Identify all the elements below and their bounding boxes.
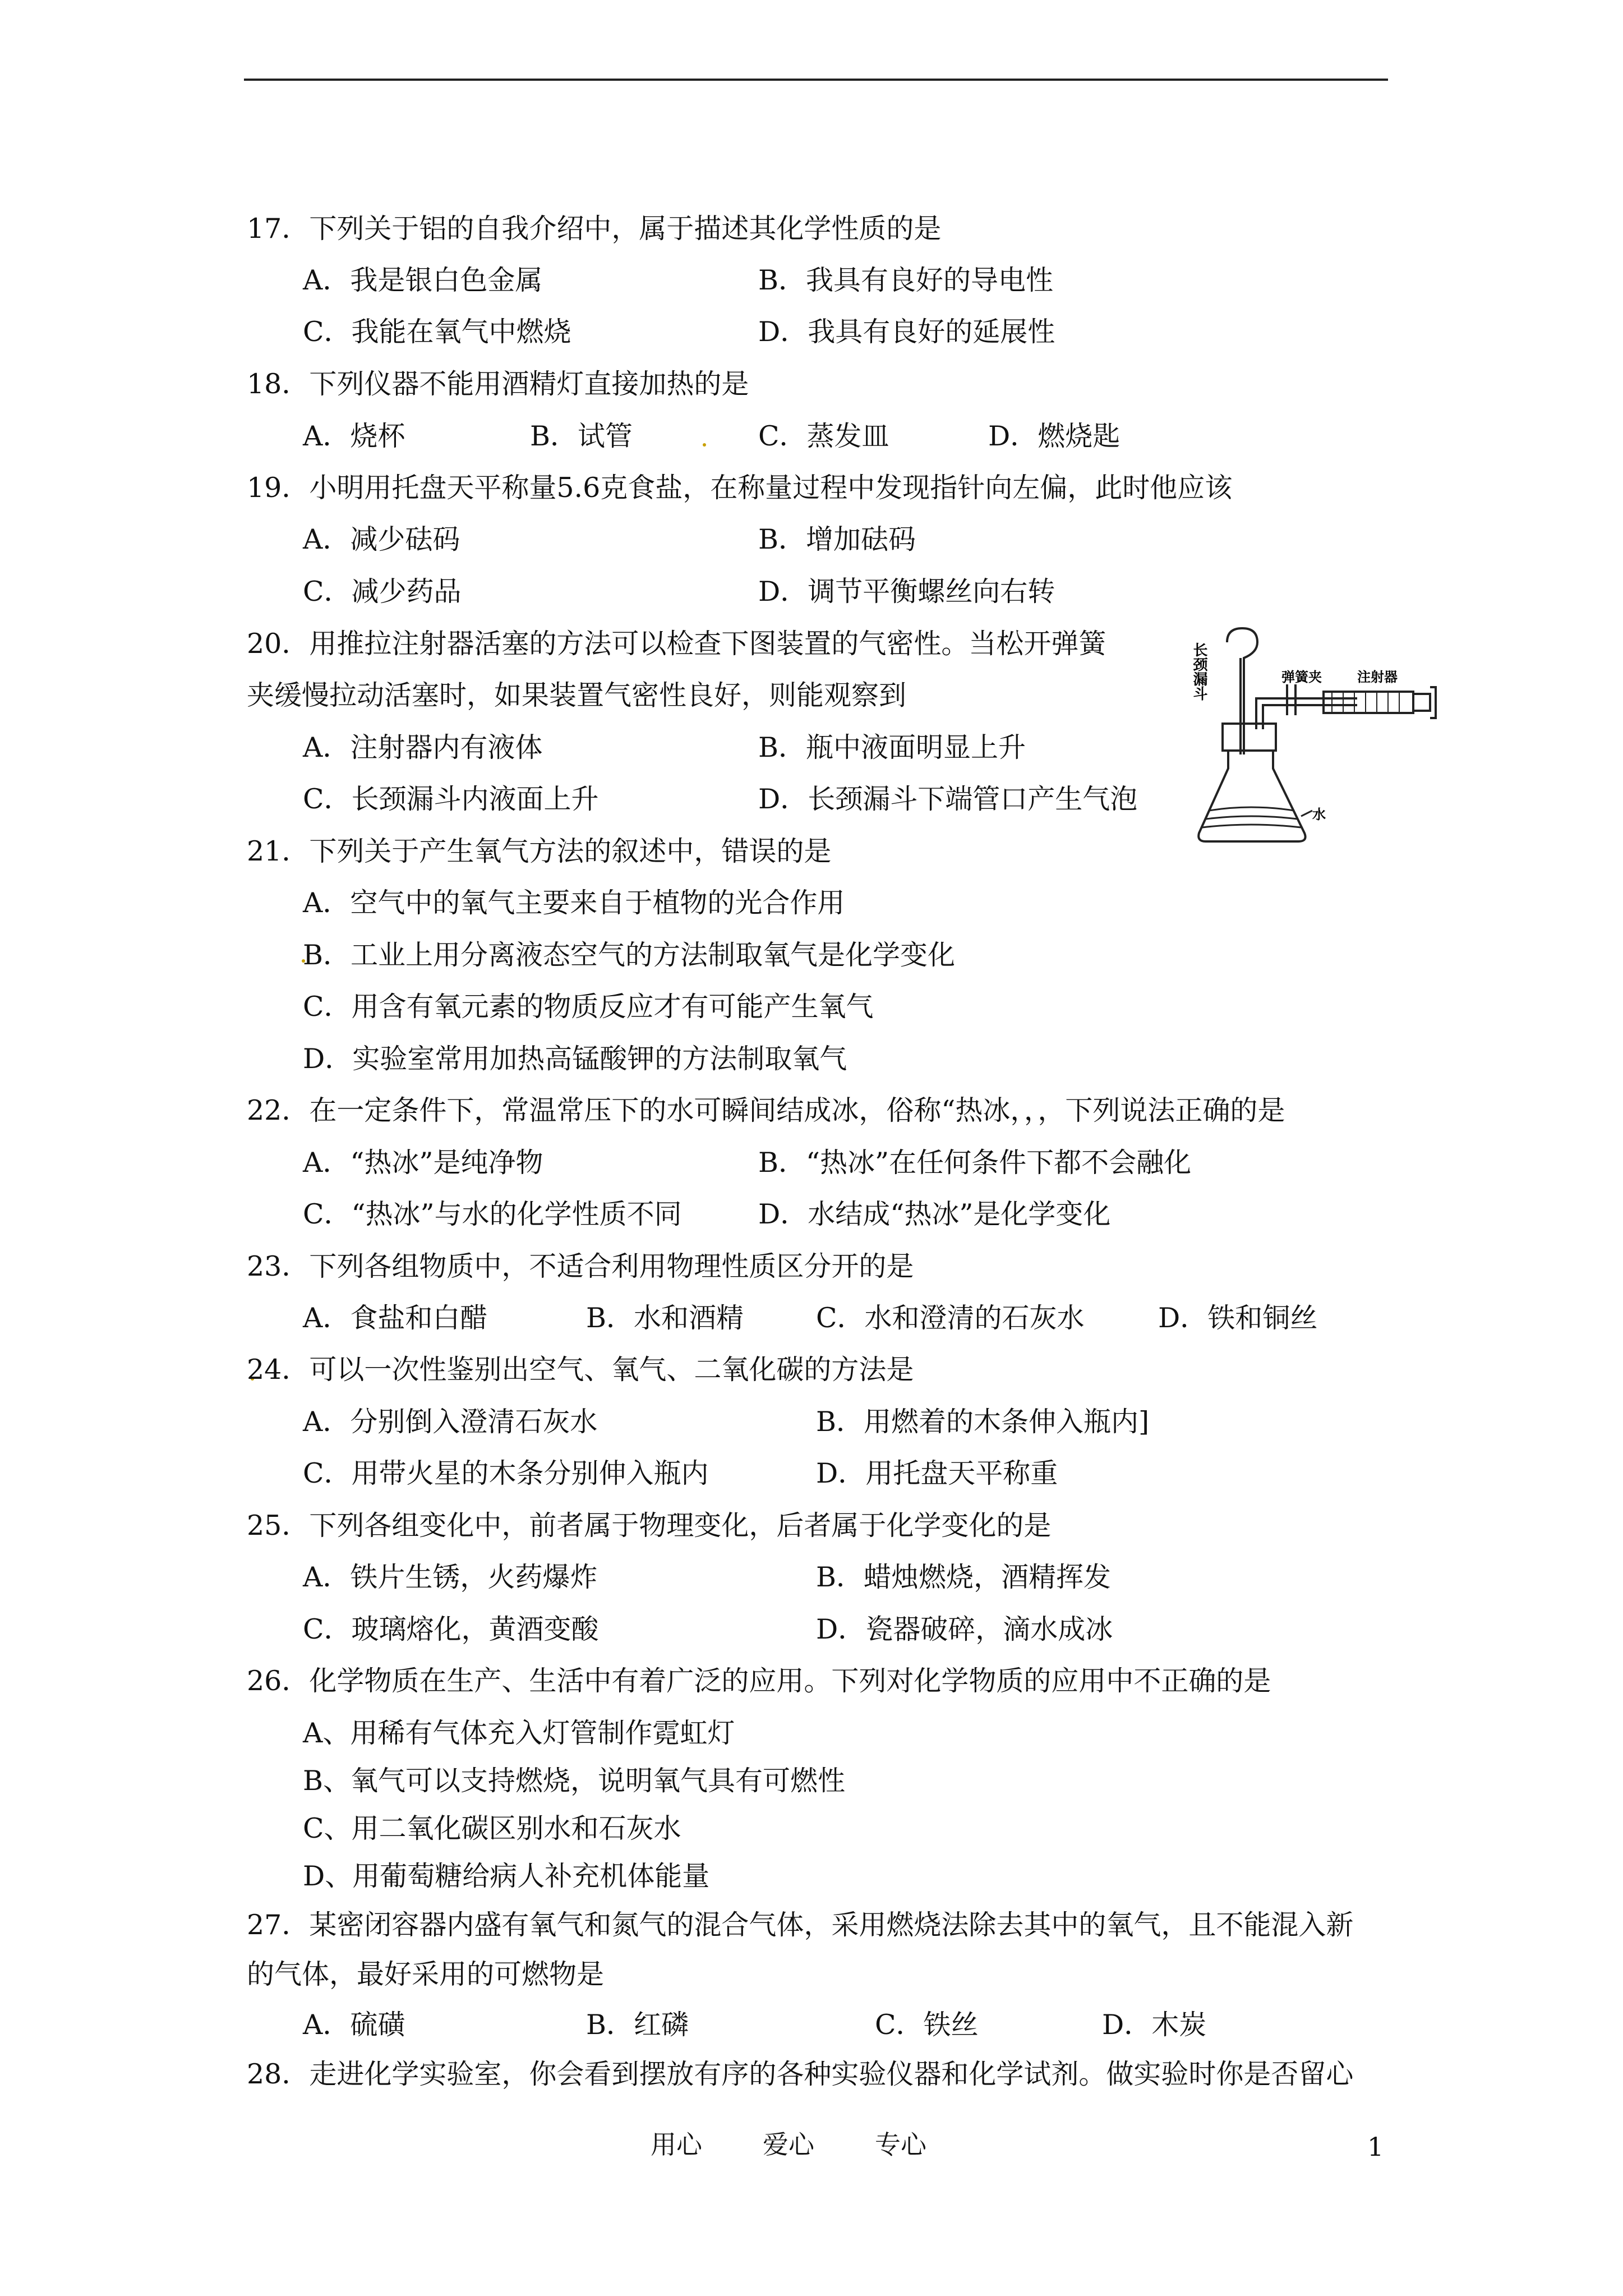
q22-option-a: A．“热冰”是纯净物	[303, 1147, 543, 1179]
footer-right: 专心	[875, 2129, 926, 2160]
water-label: 水	[1312, 807, 1326, 822]
q24-option-c: C．用带火星的木条分别伸入瓶内	[303, 1457, 709, 1489]
page-number: 1	[1367, 2132, 1384, 2162]
header-rule	[244, 79, 1388, 81]
q26-option-b: B、氧气可以支持燃烧，说明氧气具有可燃性	[303, 1765, 846, 1797]
q17-option-d: D．我具有良好的延展性	[758, 316, 1055, 348]
q26-option-a: A、用稀有气体充入灯管制作霓虹灯	[303, 1717, 735, 1749]
q18-option-a: A．烧杯	[303, 420, 405, 452]
question-21-stem: 21．下列关于产生氧气方法的叙述中，错误的是	[247, 835, 832, 867]
question-22-stem: 22．在一定条件下，常温常压下的水可瞬间结成冰，俗称“热冰，，，下列说法正确的是	[247, 1094, 1285, 1126]
question-25-stem: 25．下列各组变化中，前者属于物理变化，后者属于化学变化的是	[247, 1510, 1052, 1542]
q27-option-b: B．红磷	[586, 2009, 689, 2041]
q22-option-d: D．水结成“热冰”是化学变化	[758, 1198, 1111, 1230]
q18-option-d: D．燃烧匙	[988, 420, 1121, 452]
q23-option-d: D．铁和铜丝	[1158, 1302, 1318, 1334]
footer-left: 用心	[651, 2129, 702, 2160]
question-20-stem-line2: 夹缓慢拉动活塞时，如果装置气密性良好，则能观察到	[247, 679, 907, 711]
q27-option-a: A．硫磺	[303, 2009, 405, 2041]
q25-option-b: B．蜡烛燃烧，酒精挥发	[816, 1561, 1112, 1593]
q19-option-b: B．增加砝码	[758, 523, 916, 555]
footer-mid: 爱心	[763, 2129, 814, 2160]
q23-option-b: B．水和酒精	[586, 1302, 744, 1334]
question-17-stem: 17．下列关于铝的自我介绍中，属于描述其化学性质的是	[247, 213, 942, 245]
q25-option-c: C．玻璃熔化，黄酒变酸	[303, 1613, 599, 1645]
q19-option-c: C．减少药品	[303, 576, 462, 608]
question-27-stem-line2: 的气体，最好采用的可燃物是	[247, 1958, 605, 1990]
q19-option-d: D．调节平衡螺丝向右转	[758, 576, 1055, 608]
q19-option-a: A．减少砝码	[303, 523, 460, 555]
q17-option-b: B．我具有良好的导电性	[758, 264, 1054, 296]
q27-option-d: D．木炭	[1102, 2009, 1207, 2041]
q22-option-c: C．“热冰”与水的化学性质不同	[303, 1198, 682, 1230]
question-26-stem: 26．化学物质在生产、生活中有着广泛的应用。下列对化学物质的应用中不正确的是	[247, 1665, 1271, 1697]
airtightness-apparatus-diagram	[1189, 625, 1453, 855]
question-24-stem: 24．可以一次性鉴别出空气、氧气、二氧化碳的方法是	[247, 1354, 914, 1386]
q22-option-b: B．“热冰”在任何条件下都不会融化	[758, 1147, 1192, 1179]
q18-option-c: C．蒸发皿	[758, 420, 889, 452]
syringe-label: 注射器	[1357, 669, 1398, 685]
stray-mark	[703, 443, 706, 447]
q20-option-d: D．长颈漏斗下端管口产生气泡	[758, 783, 1138, 815]
q26-option-c: C、用二氧化碳区别水和石灰水	[303, 1812, 681, 1844]
q18-option-b: B．试管	[530, 420, 633, 452]
q26-option-d: D、用葡萄糖给病人补充机体能量	[303, 1860, 710, 1892]
q24-option-a: A．分别倒入澄清石灰水	[303, 1406, 598, 1438]
q17-option-a: A．我是银白色金属	[303, 264, 543, 296]
q20-option-a: A．注射器内有液体	[303, 731, 543, 763]
q17-option-c: C．我能在氧气中燃烧	[303, 316, 571, 348]
question-18-stem: 18．下列仪器不能用酒精灯直接加热的是	[247, 368, 749, 400]
q25-option-a: A．铁片生锈，火药爆炸	[303, 1561, 598, 1593]
q27-option-c: C．铁丝	[875, 2009, 979, 2041]
question-20-stem-line1: 20．用推拉注射器活塞的方法可以检查下图装置的气密性。当松开弹簧	[247, 628, 1106, 660]
q21-option-b: B．工业上用分离液态空气的方法制取氧气是化学变化	[303, 939, 956, 971]
question-27-stem-line1: 27．某密闭容器内盛有氧气和氮气的混合气体，采用燃烧法除去其中的氧气，且不能混入新	[247, 1909, 1354, 1941]
q20-option-c: C．长颈漏斗内液面上升	[303, 783, 599, 815]
q21-option-d: D．实验室常用加热高锰酸钾的方法制取氧气	[303, 1043, 847, 1075]
q23-option-a: A．食盐和白醋	[303, 1302, 488, 1334]
q25-option-d: D．瓷器破碎，滴水成冰	[816, 1613, 1113, 1645]
question-28-stem: 28．走进化学实验室，你会看到摆放有序的各种实验仪器和化学试剂。做实验时你是否留心	[247, 2058, 1354, 2090]
funnel-label: 长颈漏斗	[1191, 642, 1207, 701]
q24-option-b: B．用燃着的木条伸入瓶内]	[816, 1406, 1150, 1438]
question-23-stem: 23．下列各组物质中，不适合利用物理性质区分开的是	[247, 1250, 914, 1282]
q20-option-b: B．瓶中液面明显上升	[758, 731, 1026, 763]
q21-option-a: A．空气中的氧气主要来自于植物的光合作用	[303, 887, 845, 919]
q23-option-c: C．水和澄清的石灰水	[816, 1302, 1085, 1334]
q21-option-c: C．用含有氧元素的物质反应才有可能产生氧气	[303, 991, 874, 1023]
clamp-label: 弹簧夹	[1281, 669, 1322, 685]
q24-option-d: D．用托盘天平称重	[816, 1457, 1058, 1489]
question-19-stem: 19．小明用托盘天平称量5.6克食盐，在称量过程中发现指针向左偏，此时他应该	[247, 472, 1233, 504]
